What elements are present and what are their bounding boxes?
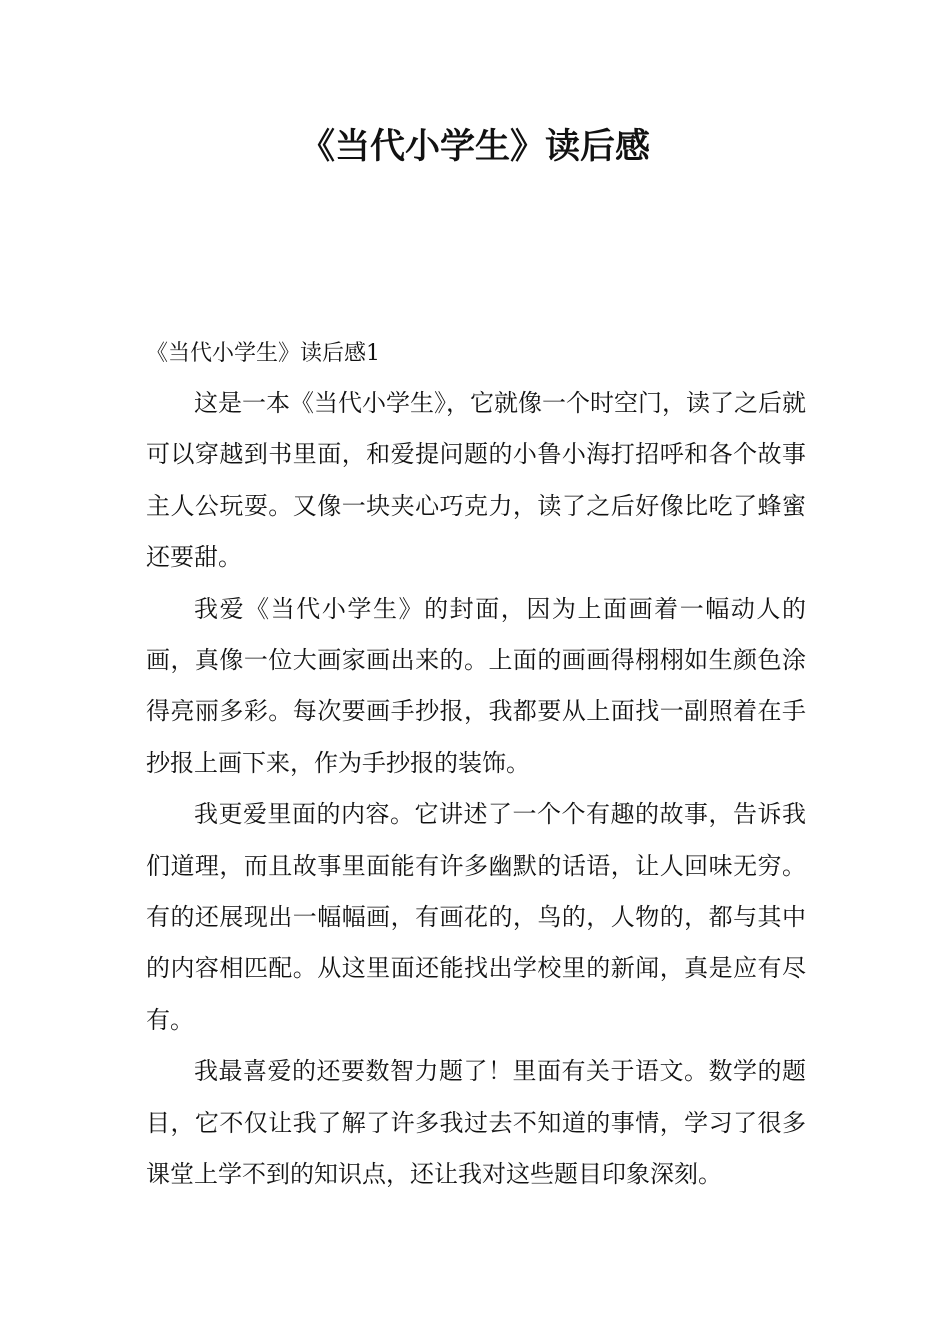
- paragraph-1: 这是一本《当代小学生》，它就像一个时空门，读了之后就可以穿越到书里面，和爱提问题的小鲁小海打招呼和各个故事主人公玩耍。又像一块夹心巧克力，读了之后好像比吃了蜂蜜还要甜。: [146, 389, 806, 572]
- document-title: 《当代小学生》读后感: [299, 127, 650, 167]
- paragraph-3: 我更爱里面的内容。它讲述了一个个有趣的故事，告诉我们道理，而且故事里面能有许多幽默的话语，让人回味无穷。有的还展现出一幅幅画，有画花的，鸟的，人物的，都与其中的内容相匹配。从这里面还能找出学校里的新闻，真是应有尽有。: [146, 800, 806, 1034]
- section-heading: 《当代小学生》读后感1: [146, 341, 380, 366]
- paragraph-4: 我最喜爱的还要数智力题了！里面有关于语文。数学的题目，它不仅让我了解了许多我过去不知道的事情，学习了很多课堂上学不到的知识点，还让我对这些题目印象深刻。: [146, 1057, 806, 1189]
- paragraph-2: 我爱《当代小学生》的封面，因为上面画着一幅动人的画，真像一位大画家画出来的。上面的画画得栩栩如生颜色涂得亮丽多彩。每次要画手抄报，我都要从上面找一副照着在手抄报上画下来，作为手抄报的装饰。: [146, 594, 806, 777]
- document-body: [146, 330, 806, 1201]
